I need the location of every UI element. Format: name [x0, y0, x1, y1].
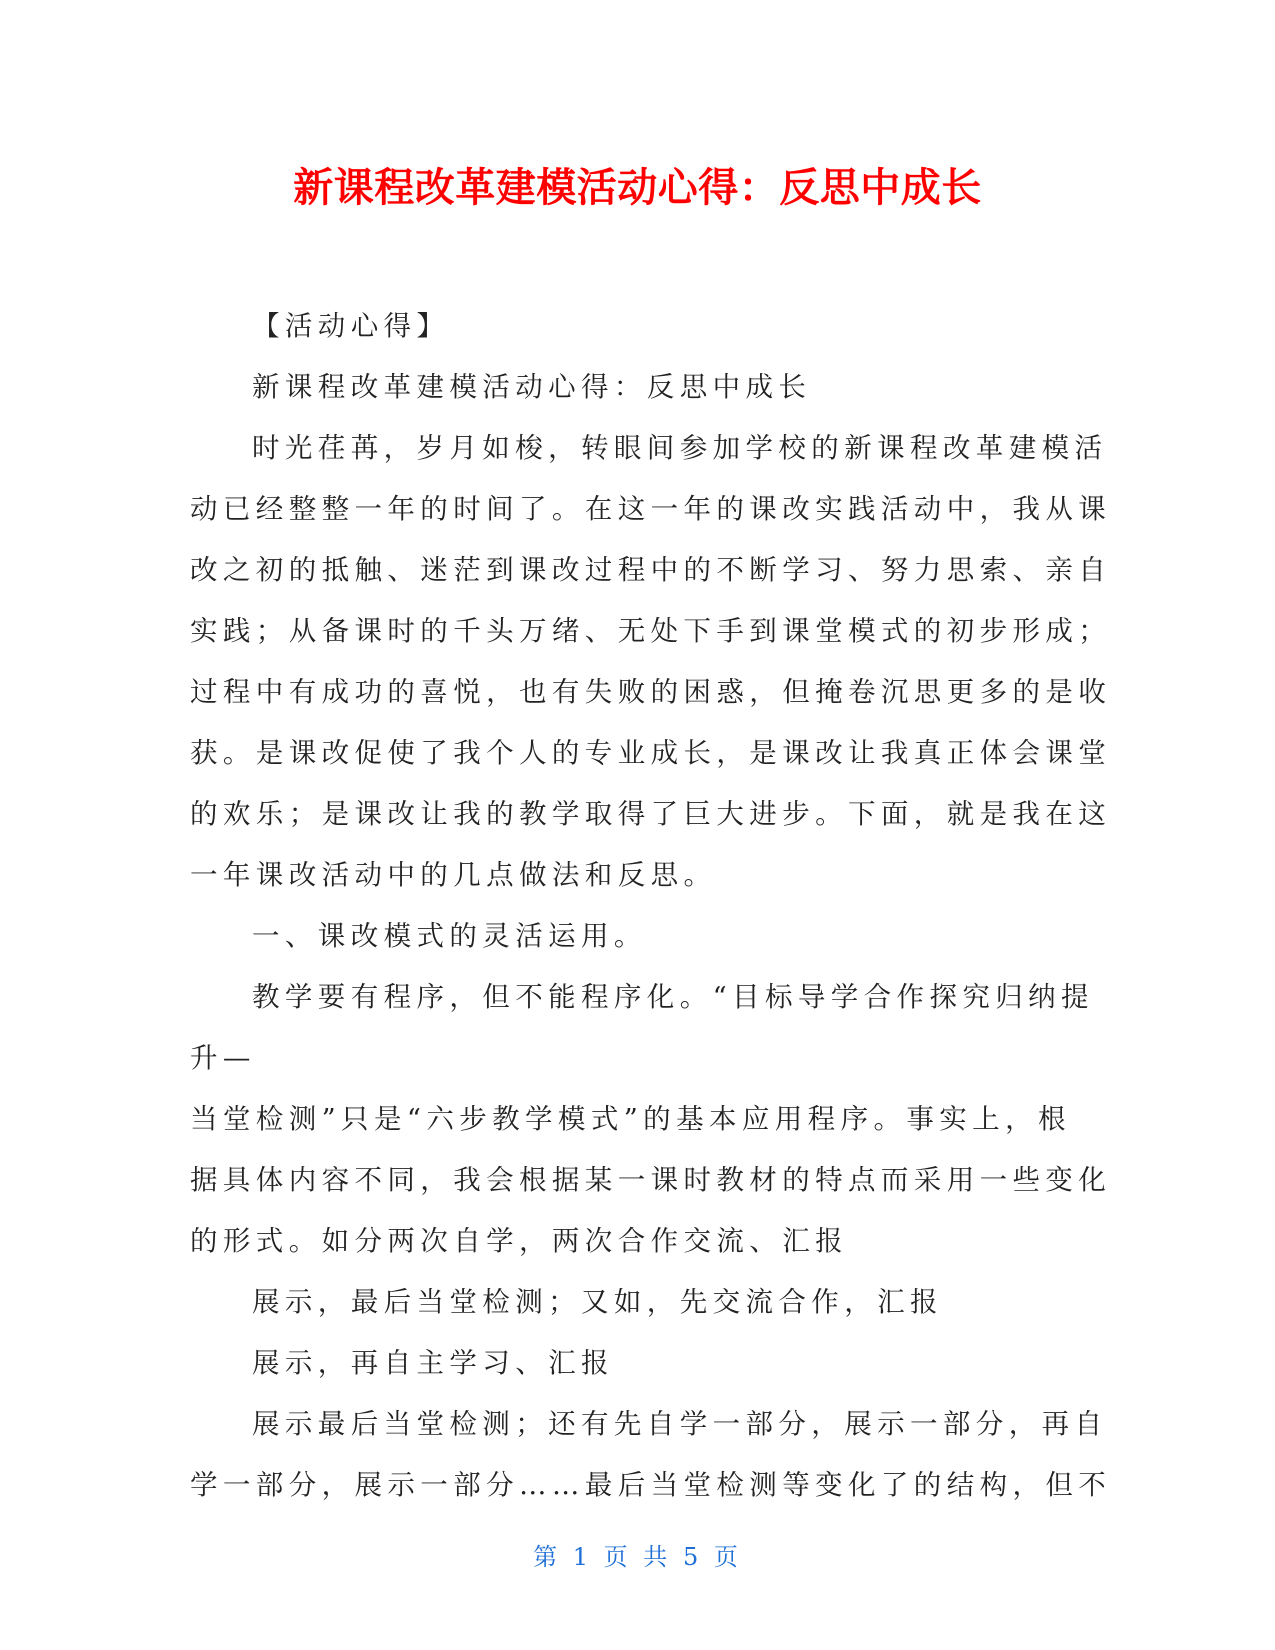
text-line: 改之初的抵触、迷茫到课改过程中的不断学习、努力思索、亲自 [190, 554, 1112, 586]
text-line: 的欢乐；是课改让我的教学取得了巨大进步。下面，就是我在这 [190, 798, 1112, 830]
text-line: 过程中有成功的喜悦，也有失败的困惑，但掩卷沉思更多的是收 [190, 676, 1112, 708]
text-line: 展示，再自主学习、汇报 [252, 1347, 614, 1379]
text-line: 展示最后当堂检测；还有先自学一部分，展示一部分，再自 [252, 1408, 1108, 1440]
text-line: 学一部分，展示一部分……最后当堂检测等变化了的结构，但不 [190, 1469, 1112, 1501]
document-body [190, 296, 1112, 1516]
text-line: 实践；从备课时的千头万绪、无处下手到课堂模式的初步形成； [190, 615, 1112, 647]
page-title: 新课程改革建模活动心得：反思中成长 [293, 165, 982, 211]
text-line: 展示，最后当堂检测；又如，先交流合作，汇报 [252, 1286, 943, 1318]
text-line: 获。是课改促使了我个人的专业成长，是课改让我真正体会课堂 [190, 737, 1112, 769]
text-line: 教学要有程序，但不能程序化。“目标导学合作探究归纳提 [252, 981, 1094, 1013]
text-line: 的形式。如分两次自学，两次合作交流、汇报 [190, 1225, 848, 1257]
text-line: 一、课改模式的灵活运用。 [252, 920, 647, 952]
text-line: 当堂检测”只是“六步教学模式”的基本应用程序。事实上，根 [190, 1103, 1071, 1135]
text-line: 【活动心得】 [252, 310, 450, 342]
text-line: 据具体内容不同，我会根据某一课时教材的特点而采用一些变化 [190, 1164, 1112, 1196]
text-line: 时光荏苒，岁月如梭，转眼间参加学校的新课程改革建模活 [252, 432, 1108, 464]
text-line: 动已经整整一年的时间了。在这一年的课改实践活动中，我从课 [190, 493, 1112, 525]
text-line: 新课程改革建模活动心得：反思中成长 [252, 371, 812, 403]
text-line: 一年课改活动中的几点做法和反思。 [190, 859, 717, 891]
page-number-footer: 第 1 页 共 5 页 [533, 1543, 742, 1571]
text-line: 升— [190, 1042, 256, 1074]
